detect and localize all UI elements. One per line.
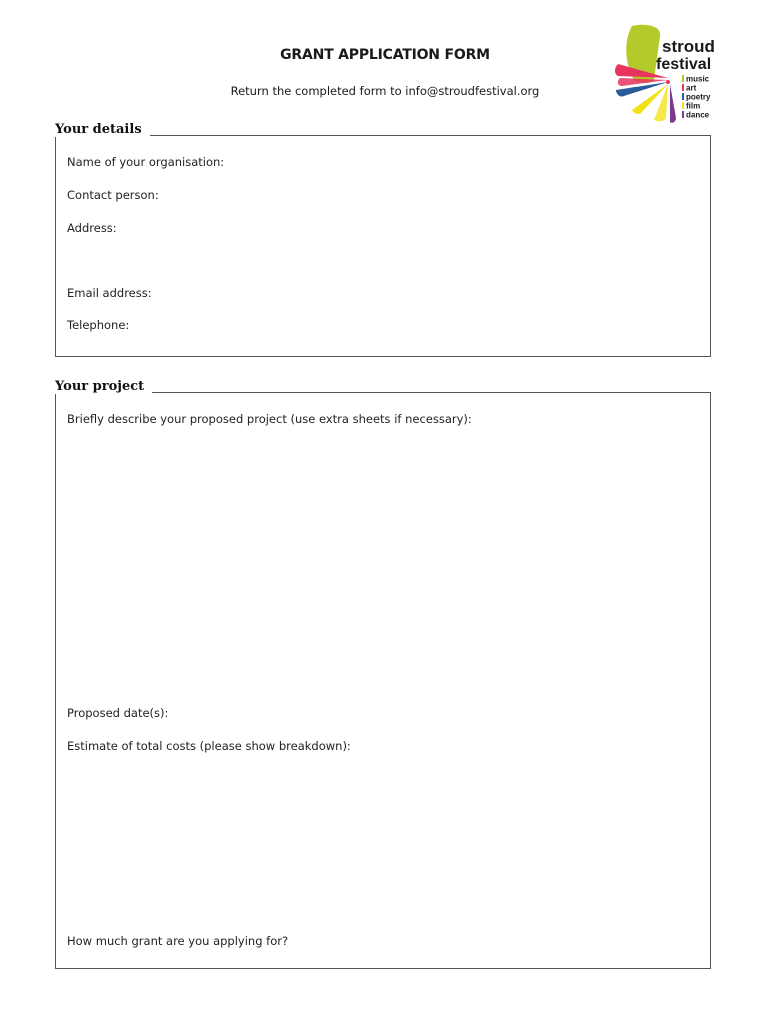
logo-item-dance: dance [686, 110, 710, 120]
organisation-field[interactable] [276, 153, 698, 171]
estimated-costs-label: Estimate of total costs (please show breakdown): [67, 739, 351, 753]
contact-person-label: Contact person: [67, 188, 159, 202]
address-field[interactable] [276, 219, 698, 269]
email-address-label: Email address: [67, 286, 152, 300]
proposed-dates-label: Proposed date(s): [67, 706, 169, 720]
logo-wordmark-stroud: stroud [662, 37, 715, 56]
organisation-label: Name of your organisation: [67, 155, 225, 169]
project-description-field[interactable] [67, 433, 698, 693]
telephone-label: Telephone: [67, 318, 130, 332]
stroud-festival-logo [610, 22, 720, 124]
logo-item-film: film [686, 101, 701, 111]
telephone-field[interactable] [276, 316, 698, 334]
your-project-section [55, 379, 711, 969]
contact-person-field[interactable] [276, 186, 698, 204]
form-title: GRANT APPLICATION FORM [280, 47, 490, 63]
email-address-field[interactable] [276, 284, 698, 302]
grant-amount-field[interactable] [276, 932, 698, 950]
return-instructions: Return the completed form to info@stroudfestival.org [230, 84, 540, 98]
address-label: Address: [67, 221, 117, 235]
proposed-dates-field[interactable] [276, 704, 698, 722]
logo-item-music: music [686, 74, 710, 84]
estimated-costs-field[interactable] [67, 759, 698, 927]
stroud-festival-logo-graphic [610, 22, 720, 124]
your-details-heading: Your details [55, 122, 150, 137]
your-details-section [55, 122, 711, 357]
logo-wordmark-festival: festival [656, 56, 712, 73]
logo-item-poetry: poetry [686, 92, 711, 102]
project-description-label: Briefly describe your proposed project (use extra sheets if necessary): [67, 412, 472, 426]
logo-item-art: art [686, 83, 697, 93]
grant-amount-label: How much grant are you applying for? [67, 934, 289, 948]
your-project-heading: Your project [55, 379, 152, 394]
